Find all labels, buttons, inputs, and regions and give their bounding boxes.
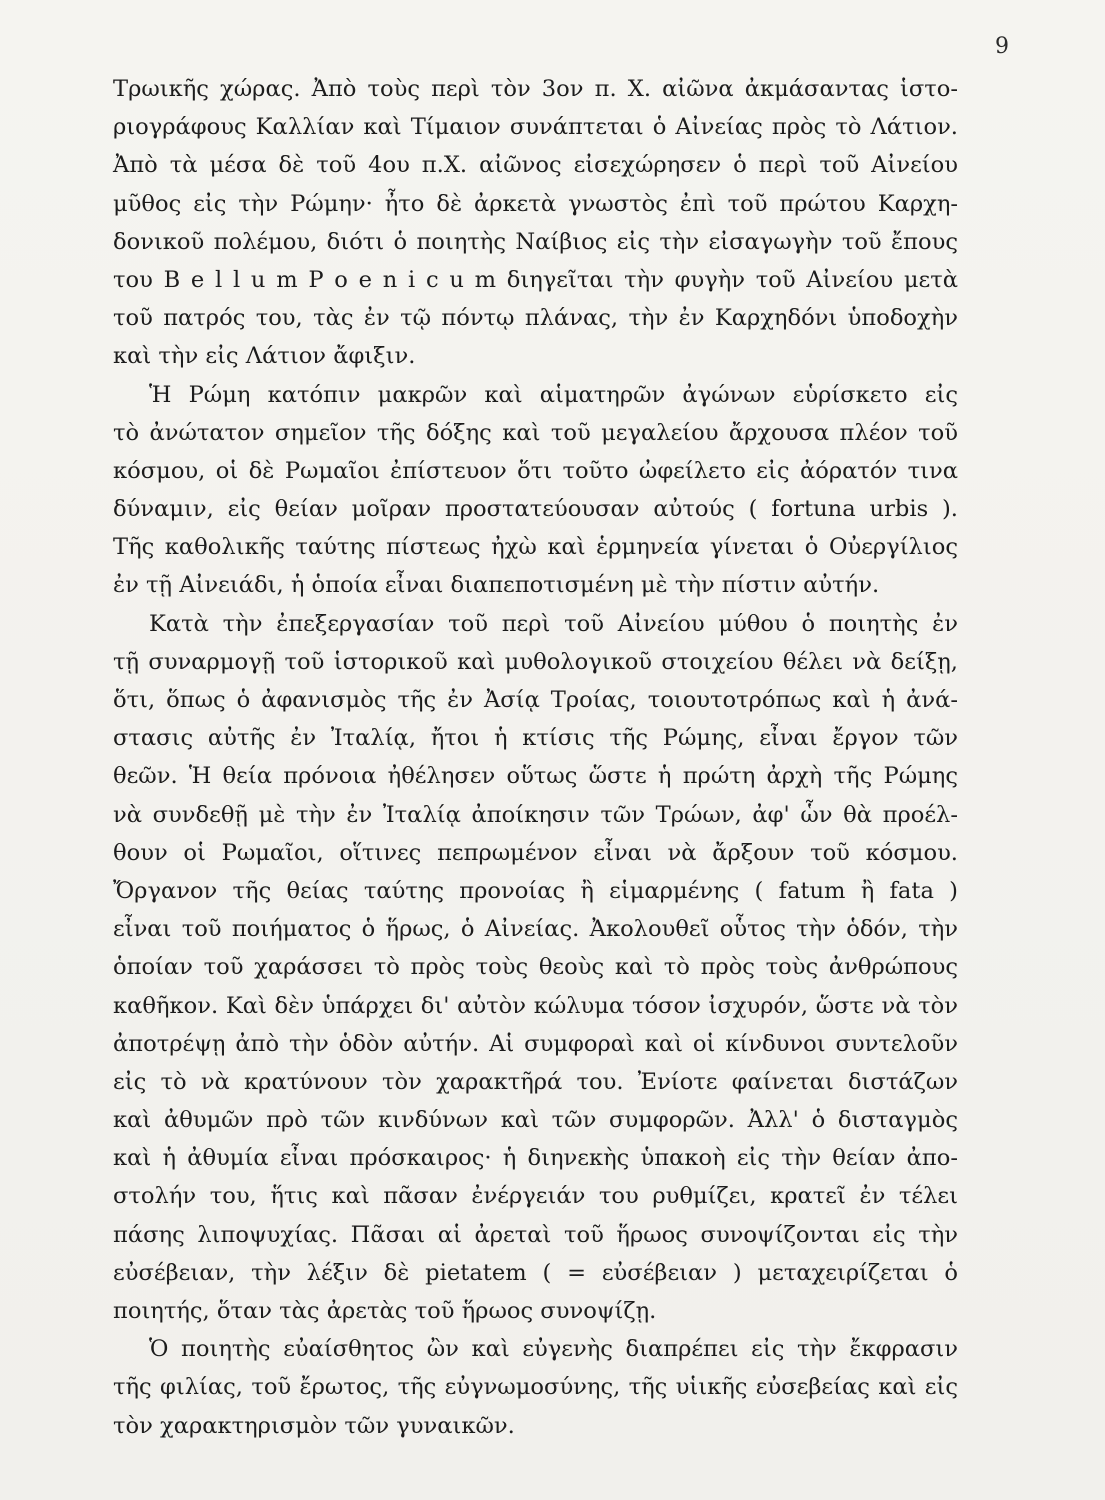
text-line: θουν οἱ Ρωμαῖοι, οἵτινες πεπρωμένον εἶναι νὰ ἄρξουν τοῦ κόσμου. [113, 839, 958, 866]
text-line: τῆς φιλίας, τοῦ ἔρωτος, τῆς εὐγνωμοσύνης, τῆς υἱικῆς εὐσεβείας καὶ εἰς [113, 1374, 958, 1401]
text-line: δονικοῦ πολέμου, διότι ὁ ποιητὴς Ναίβιος εἰς τὴν εἰσαγωγὴν τοῦ ἔπους [113, 228, 958, 255]
text-line: του B e l l u m P o e n i c u m διηγεῖται τὴν φυγὴν τοῦ Αἰνείου μετὰ [113, 266, 958, 293]
text-line: στολήν του, ἥτις καὶ πᾶσαν ἐνέργειάν του ρυθμίζει, κρατεῖ ἐν τέλει [113, 1183, 958, 1210]
text-line: δύναμιν, εἰς θείαν μοῖραν προστατεύουσαν αὐτούς ( fortuna urbis ). [113, 496, 958, 523]
text-line: νὰ συνδεθῇ μὲ τὴν ἐν Ἰταλίᾳ ἀποίκησιν τῶν Τρώων, ἀφ' ὧν θὰ προέλ- [113, 801, 958, 828]
text-line: κόσμου, οἱ δὲ Ρωμαῖοι ἐπίστευον ὅτι τοῦτο ὠφείλετο εἰς ἀόρατόν τινα [113, 457, 958, 484]
text-line: ἐν τῇ Αἰνειάδι, ἡ ὁποία εἶναι διαπεποτισμένη μὲ τὴν πίστιν αὐτήν. [113, 572, 880, 599]
text-line: Τῆς καθολικῆς ταύτης πίστεως ἠχὼ καὶ ἑρμηνεία γίνεται ὁ Οὐεργίλιος [113, 534, 958, 561]
text-line: ὅτι, ὅπως ὁ ἀφανισμὸς τῆς ἐν Ἀσίᾳ Τροίας, τοιουτοτρόπως καὶ ἡ ἀνά- [113, 687, 958, 713]
body-text [113, 70, 958, 1445]
text-line: πάσης λιποψυχίας. Πᾶσαι αἱ ἀρεταὶ τοῦ ἥρωος συνοψίζονται εἰς τὴν [113, 1221, 958, 1248]
text-line: μῦθος εἰς τὴν Ρώμην· ἦτο δὲ ἀρκετὰ γνωστὸς ἐπὶ τοῦ πρώτου Καρχη- [113, 190, 958, 217]
text-line: θεῶν. Ἡ θεία πρόνοια ἠθέλησεν οὕτως ὥστε ἡ πρώτη ἀρχὴ τῆς Ρώμης [113, 763, 958, 790]
text-line: Τρωικῆς χώρας. Ἀπὸ τοὺς περὶ τὸν 3ον π. Χ. αἰῶνα ἀκμάσαντας ἱστο- [113, 76, 958, 102]
text-line: ποιητής, ὅταν τὰς ἀρετὰς τοῦ ἥρωος συνοψίζῃ. [113, 1298, 657, 1324]
page-number: 9 [995, 34, 1009, 59]
text-line: τοῦ πατρός του, τὰς ἐν τῷ πόντῳ πλάνας, τὴν ἐν Καρχηδόνι ὑποδοχὴν [113, 305, 958, 332]
text-line: καὶ τὴν εἰς Λάτιον ἄφιξιν. [113, 343, 416, 370]
text-line: Ἡ Ρώμη κατόπιν μακρῶν καὶ αἱματηρῶν ἀγώνων εὑρίσκετο εἰς [149, 381, 958, 408]
text-line: τὸ ἀνώτατον σημεῖον τῆς δόξης καὶ τοῦ μεγαλείου ἄρχουσα πλέον τοῦ [113, 419, 958, 446]
text-line: εἶναι τοῦ ποιήματος ὁ ἥρως, ὁ Αἰνείας. Ἀκολουθεῖ οὗτος τὴν ὁδόν, τὴν [113, 916, 958, 943]
text-line: ριογράφους Καλλίαν καὶ Τίμαιον συνάπτεται ὁ Αἰνείας πρὸς τὸ Λάτιον. [113, 114, 958, 141]
text-line: καθῆκον. Καὶ δὲν ὑπάρχει δι' αὐτὸν κώλυμα τόσον ἰσχυρόν, ὥστε νὰ τὸν [113, 992, 958, 1019]
text-line: τὸν χαρακτηρισμὸν τῶν γυναικῶν. [113, 1412, 515, 1439]
text-line: καὶ ἡ ἀθυμία εἶναι πρόσκαιρος· ἡ διηνεκὴς ὑπακοὴ εἰς τὴν θείαν ἀπο- [113, 1145, 958, 1172]
text-line: ἀποτρέψῃ ἀπὸ τὴν ὁδὸν αὐτήν. Αἱ συμφοραὶ καὶ οἱ κίνδυνοι συντελοῦν [113, 1030, 958, 1057]
text-line: Ἀπὸ τὰ μέσα δὲ τοῦ 4ου π.Χ. αἰῶνος εἰσεχώρησεν ὁ περὶ τοῦ Αἰνείου [113, 152, 958, 179]
text-line: Ὁ ποιητὴς εὐαίσθητος ὢν καὶ εὐγενὴς διαπρέπει εἰς τὴν ἔκφρασιν [149, 1336, 958, 1363]
text-line: Κατὰ τὴν ἐπεξεργασίαν τοῦ περὶ τοῦ Αἰνείου μύθου ὁ ποιητὴς ἐν [149, 610, 958, 637]
text-line: ὁποίαν τοῦ χαράσσει τὸ πρὸς τοὺς θεοὺς καὶ τὸ πρὸς τοὺς ἀνθρώπους [113, 954, 958, 981]
text-line: εἰς τὸ νὰ κρατύνουν τὸν χαρακτῆρά του. Ἐνίοτε φαίνεται διστάζων [113, 1068, 958, 1095]
text-line: στασις αὐτῆς ἐν Ἰταλίᾳ, ἤτοι ἡ κτίσις τῆς Ρώμης, εἶναι ἔργον τῶν [113, 725, 958, 752]
text-line: καὶ ἀθυμῶν πρὸ τῶν κινδύνων καὶ τῶν συμφορῶν. Ἀλλ' ὁ δισταγμὸς [113, 1107, 958, 1134]
text-line: εὐσέβειαν, τὴν λέξιν δὲ pietatem ( = εὐσέβειαν ) μεταχειρίζεται ὁ [113, 1259, 958, 1286]
text-line: Ὄργανον τῆς θείας ταύτης προνοίας ἢ εἱμαρμένης ( fatum ἢ fata ) [113, 877, 958, 904]
text-line: τῇ συναρμογῇ τοῦ ἱστορικοῦ καὶ μυθολογικοῦ στοιχείου θέλει νὰ δείξῃ, [113, 648, 958, 675]
